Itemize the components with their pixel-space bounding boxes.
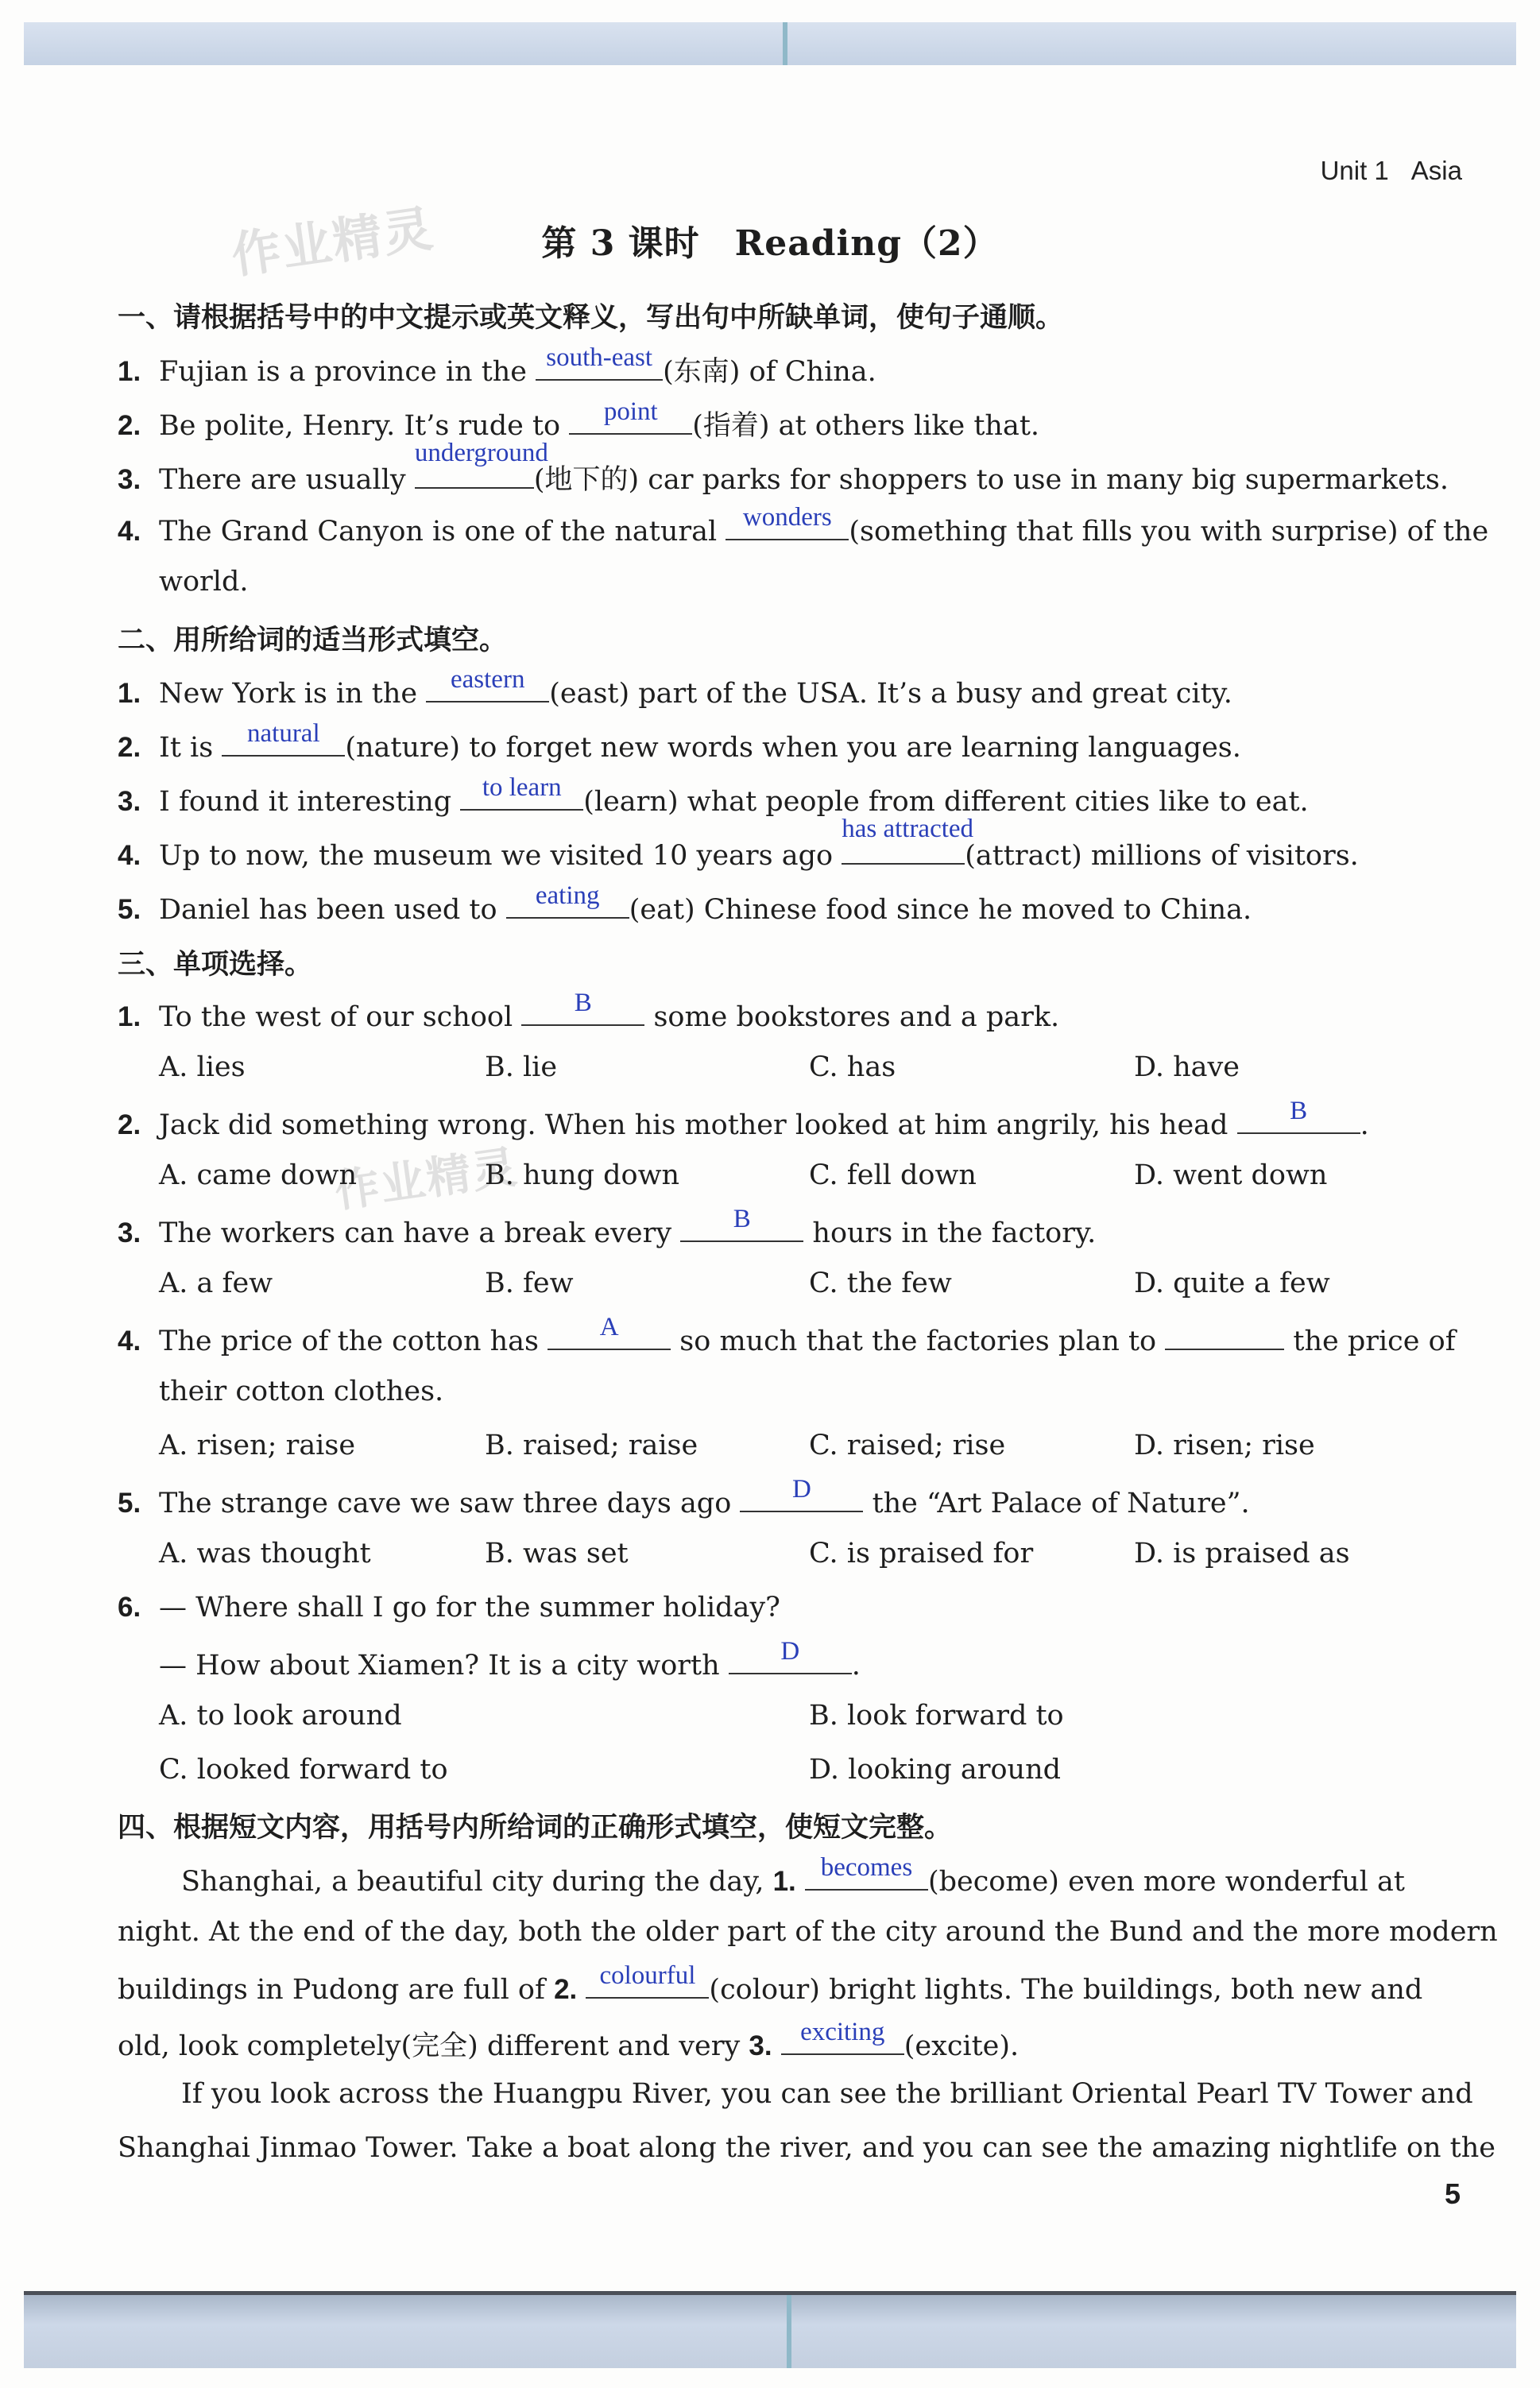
question-3-3: 3. The workers can have a break every B hours in the factory. <box>118 1205 1097 1249</box>
answer-blank <box>521 989 644 1026</box>
lesson-name: Reading（2） <box>734 223 999 264</box>
passage-line-2: night. At the end of the day, both the older part of the city around the Bund and the more modern <box>118 1916 1498 1948</box>
answer-blank <box>1237 1097 1360 1134</box>
header-unit: Unit 1 <box>1320 156 1389 185</box>
top-scan-band <box>24 22 1516 65</box>
option-b: B. was set <box>485 1538 629 1569</box>
question-2-3: 3. I found it interesting to learn (learn) what people from different cities like to eat. <box>118 773 1309 818</box>
handwritten-answer: B <box>1290 1097 1308 1125</box>
answer-blank <box>460 773 583 811</box>
option-a: A. lies <box>159 1051 246 1083</box>
page-number: 5 <box>1444 2177 1461 2210</box>
option-b: B. raised; raise <box>485 1430 698 1461</box>
watermark-logo: 作业精灵 <box>331 1141 522 1218</box>
handwritten-answer: D <box>792 1475 811 1504</box>
bottom-scan-band <box>24 2295 1516 2368</box>
answer-blank <box>426 665 549 702</box>
answer-blank <box>586 1961 709 1999</box>
bottom-band-mark <box>787 2295 791 2368</box>
question-1-3: 3. There are usually underground (地下的) car parks for shoppers to use in many big supermarkets. <box>118 439 1449 496</box>
option-c: C. has <box>809 1051 896 1083</box>
option-c: C. raised; rise <box>809 1430 1006 1461</box>
handwritten-answer: D <box>780 1637 800 1666</box>
question-3-4: 4. The price of the cotton has A so much that the factories plan to the price of <box>118 1313 1456 1357</box>
option-d: D. risen; rise <box>1134 1430 1315 1461</box>
handwritten-answer: to learn <box>482 773 562 802</box>
question-1-4-cont: world. <box>159 566 249 598</box>
answer-blank <box>222 719 345 757</box>
question-3-6-reply: — How about Xiamen? It is a city worth D . <box>159 1637 861 1682</box>
option-d: D. went down <box>1134 1159 1328 1191</box>
handwritten-answer: colourful <box>599 1961 696 1990</box>
section-heading-2: 二、用所给词的适当形式填空。 <box>118 625 508 656</box>
watermark-logo: 作业精灵 <box>227 199 438 285</box>
handwritten-answer: south-east <box>546 343 653 372</box>
answer-blank <box>1165 1322 1284 1350</box>
passage-line-1: Shanghai, a beautiful city during the day, 1. becomes (become) even more wonderful at <box>181 1853 1405 1898</box>
handwritten-answer: A <box>599 1313 619 1341</box>
question-2-5: 5. Daniel has been used to eating (eat) Chinese food since he moved to China. <box>118 881 1252 926</box>
question-2-1: 1. New York is in the eastern (east) part of the USA. It’s a busy and great city. <box>118 665 1232 710</box>
option-a: A. risen; raise <box>159 1430 356 1461</box>
question-3-1: 1. To the west of our school B some bookstores and a park. <box>118 989 1060 1033</box>
passage-line-4: old, look completely(完全) different and very 3. exciting (excite). <box>118 2018 1020 2062</box>
question-1-1: 1. Fujian is a province in the south-east (东南) of China. <box>118 343 876 388</box>
answer-blank <box>569 397 692 435</box>
answer-blank <box>726 503 849 540</box>
answer-blank <box>842 815 974 865</box>
option-c: C. looked forward to <box>159 1754 448 1786</box>
handwritten-answer: point <box>603 397 658 426</box>
running-header <box>1321 156 1462 186</box>
option-d: D. is praised as <box>1134 1538 1350 1569</box>
question-1-2: 2. Be polite, Henry. It’s rude to point (指着) at others like that. <box>118 397 1040 442</box>
option-b: B. look forward to <box>809 1700 1064 1732</box>
page-title <box>0 215 1540 265</box>
question-2-2: 2. It is natural (nature) to forget new words when you are learning languages. <box>118 719 1241 764</box>
handwritten-answer: natural <box>247 719 320 748</box>
answer-blank <box>414 439 548 489</box>
answer-blank <box>536 343 663 381</box>
option-d: D. looking around <box>809 1754 1062 1786</box>
answer-blank <box>506 881 629 919</box>
option-a: A. a few <box>159 1268 273 1299</box>
answer-blank <box>740 1475 863 1512</box>
option-a: A. was thought <box>159 1538 371 1569</box>
option-a: A. to look around <box>159 1700 402 1732</box>
option-a: A. came down <box>159 1159 357 1191</box>
question-1-4: 4. The Grand Canyon is one of the natural wonders (something that fills you with surprise) of the <box>118 503 1489 548</box>
passage-line-5: If you look across the Huangpu River, you can see the brilliant Oriental Pearl TV Tower and <box>181 2078 1473 2110</box>
option-d: D. quite a few <box>1134 1268 1330 1299</box>
top-band-mark <box>783 22 787 65</box>
question-3-5: 5. The strange cave we saw three days ago D the “Art Palace of Nature”. <box>118 1475 1250 1519</box>
question-3-2: 2. Jack did something wrong. When his mother looked at him angrily, his head B . <box>118 1097 1369 1141</box>
option-b: B. hung down <box>485 1159 680 1191</box>
handwritten-answer: exciting <box>800 2018 885 2046</box>
answer-blank <box>805 1853 928 1891</box>
section-heading-4: 四、根据短文内容，用括号内所给词的正确形式填空，使短文完整。 <box>118 1812 953 1844</box>
option-c: C. is praised for <box>809 1538 1034 1569</box>
handwritten-answer: B <box>733 1205 751 1233</box>
passage-line-6: Shanghai Jinmao Tower. Take a boat along the river, and you can see the amazing nightlife on the <box>118 2132 1496 2164</box>
handwritten-answer: underground <box>414 439 548 467</box>
header-topic: Asia <box>1410 156 1462 185</box>
option-c: C. the few <box>809 1268 952 1299</box>
handwritten-answer: wonders <box>742 503 832 532</box>
handwritten-answer: B <box>574 989 592 1017</box>
handwritten-answer: becomes <box>820 1853 913 1882</box>
option-c: C. fell down <box>809 1159 977 1191</box>
answer-blank <box>548 1313 671 1350</box>
answer-blank <box>781 2018 904 2055</box>
question-2-4: 4. Up to now, the museum we visited 10 years ago has attracted (attract) millions of visitors. <box>118 815 1359 872</box>
section-heading-3: 三、单项选择。 <box>118 949 313 981</box>
option-b: B. few <box>485 1268 574 1299</box>
answer-blank <box>680 1205 803 1242</box>
question-3-6: 6. — Where shall I go for the summer holiday? <box>118 1592 780 1624</box>
passage-line-3: buildings in Pudong are full of 2. colourful (colour) bright lights. The buildings, both new and <box>118 1961 1423 2006</box>
handwritten-answer: eastern <box>451 665 525 694</box>
section-heading-1: 一、请根据括号中的中文提示或英文释义，写出句中所缺单词，使句子通顺。 <box>118 302 1064 334</box>
answer-blank <box>729 1637 852 1674</box>
question-3-4-cont: their cotton clothes. <box>159 1376 444 1407</box>
option-d: D. have <box>1134 1051 1240 1083</box>
lesson-label: 第 3 课时 <box>541 223 700 264</box>
handwritten-answer: eating <box>535 881 600 910</box>
handwritten-answer: has attracted <box>842 815 974 843</box>
option-b: B. lie <box>485 1051 558 1083</box>
